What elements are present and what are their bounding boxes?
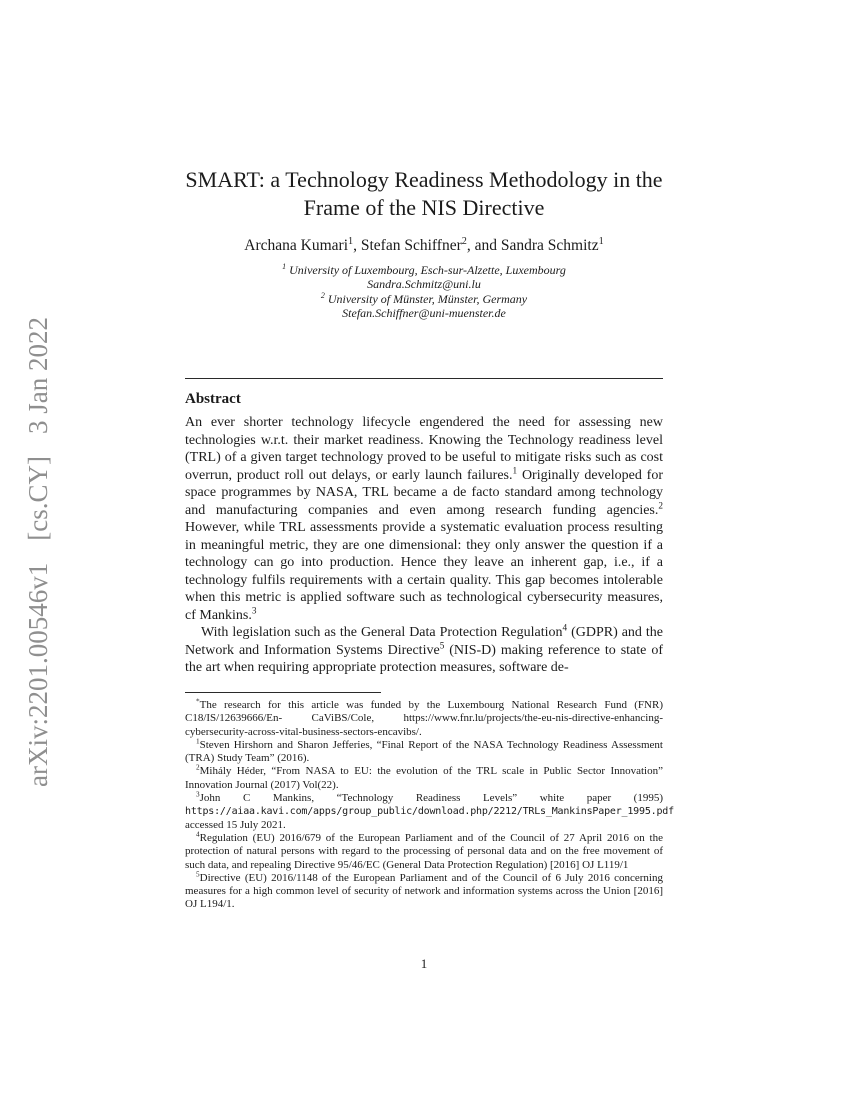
paper-title-line2: Frame of the NIS Directive [303, 195, 545, 220]
paper-title [185, 166, 663, 222]
footnote-text: Mihály Héder, “From NASA to EU: the evolution of the TRL scale in Public Sector Innovation” Innovation Journal (2017) Vol(22). [185, 765, 663, 791]
footnote-2 [185, 765, 663, 792]
arxiv-date: 3 Jan 2022 [23, 317, 53, 435]
footnote-text: John C Mankins, “Technology Readiness Levels” white paper (1995) [199, 792, 663, 805]
footnote-marker: 1 [196, 737, 200, 746]
footnote-text: Directive (EU) 2016/1148 of the European Parliament and of the Council of 6 July 2016 concerning measures for a high common level of security of network and information systems across the Union [2016] OJ L194/1. [185, 871, 663, 911]
arxiv-category: [cs.CY] [23, 456, 53, 541]
page-number: 1 [420, 956, 428, 971]
footnote-marker: 4 [196, 830, 200, 839]
paper-title-line1: SMART: a Technology Readiness Methodology in the [185, 167, 663, 192]
footnote-ref: 1 [512, 464, 518, 475]
footnote-ref: 5 [439, 639, 445, 650]
footnote-text: Regulation (EU) 2016/679 of the European Parliament and of the Council of 27 April 2016 on the protection of natural persons with regard to the processing of personal data and on the free movement of such data, and repealing Directive 95/46/EC (General Data Protection Regulation) [2016] OJ L119/1 [185, 831, 663, 871]
author-name: Archana Kumari [244, 237, 349, 254]
footnote-ref: 2 [658, 499, 663, 510]
footnote-marker: 2 [196, 763, 200, 772]
authors-line [185, 237, 663, 255]
footnote-rule [185, 692, 381, 693]
affiliation-marker: 1 [282, 262, 287, 271]
abstract-top-rule [185, 378, 663, 379]
affiliations-block [185, 263, 663, 321]
footnote-text: accessed 15 July 2021. [185, 818, 286, 831]
footnote-funding [185, 699, 663, 739]
abstract-paragraph-2: With legislation such as the General Data Protection Regulation$^4$ (GDPR) and the Network and Information Systems Directive$^5$ (NIS-D) making reference to state of the art when requiring appropriate protection measures, software de- [185, 622, 663, 675]
arxiv-id: arXiv:2201.00546v1 [23, 562, 53, 787]
footnote-text: Steven Hirshorn and Sharon Jefferies, “Final Report of the NASA Technology Readiness Assessment (TRA) Study Team” (2016). [185, 738, 663, 765]
footnote-marker: 5 [196, 870, 200, 879]
author-name: , and Sandra Schmitz [466, 237, 599, 254]
author-affiliation-ref: 2 [461, 235, 467, 247]
footnote-1 [185, 739, 663, 766]
author-email-2: Stefan.Schiffner@uni-muenster.de [342, 306, 506, 321]
footnote-url[interactable]: https://aiaa.kavi.com/apps/group_public/download.php/2212/TRLs_MankinsPaper_1995.pdf [185, 806, 674, 818]
abstract-heading: Abstract [185, 391, 241, 407]
footnote-marker: 3 [196, 790, 200, 799]
affiliation-marker: 2 [320, 290, 325, 300]
author-email-1: Sandra.Schmitz@uni.lu [367, 277, 481, 292]
author-affiliation-ref: 1 [598, 235, 604, 247]
author-name: , Stefan Schiffner [353, 237, 462, 254]
footnote-ref: 3 [251, 604, 257, 615]
footnote-4 [185, 832, 663, 872]
abstract-paragraph-1: An ever shorter technology lifecycle engendered the need for assessing new technologies w.r.t. their market readiness. Knowing the Technology readiness level (TRL) of a given target technology proved to be useful to mitigate risks such as cost overrun, product roll out delays, or early launch failures.$^1$ Originally developed for space programmes by NASA, TRL became a de facto standard among technology and manufacturing companies and even among research funding agencies.$^2$ However, while TRL assessments provide a systematic evaluation process resulting in meaningful metric, they are one dimensional: they only answer the question if a technology can go into production. Hence they leave an inherent gap, i.e., if a technology fulfils requirements with a certain quality. This gap becomes intolerable when this metric is applied software such as technological cybersecurity measures, cf Mankins.$^3$ [185, 415, 663, 623]
footnote-marker: * [196, 697, 200, 706]
author-affiliation-ref: 1 [348, 235, 354, 247]
affiliation-2: $^2$ University of Münster, Münster, Germany [320, 290, 528, 306]
footnote-text: The research for this article was funded by the Luxembourg National Research Fund (FNR) C18/IS/12639666/En- CaViBS/Cole, https://www.fnr.lu/projects/the-eu-nis-directive-enhancing- cybersecurity-across-vital-business-sectors-encavibs/. [185, 699, 663, 738]
affiliation-1: $^1$ University of Luxembourg, Esch-sur-Alzette, Luxembourg [282, 262, 566, 277]
footnotes-block [185, 697, 674, 912]
footnote-5 [185, 872, 663, 912]
abstract-body [185, 414, 663, 677]
arxiv-watermark [23, 292, 59, 812]
footnote-3 [185, 790, 674, 832]
footnote-ref: 4 [562, 622, 568, 633]
